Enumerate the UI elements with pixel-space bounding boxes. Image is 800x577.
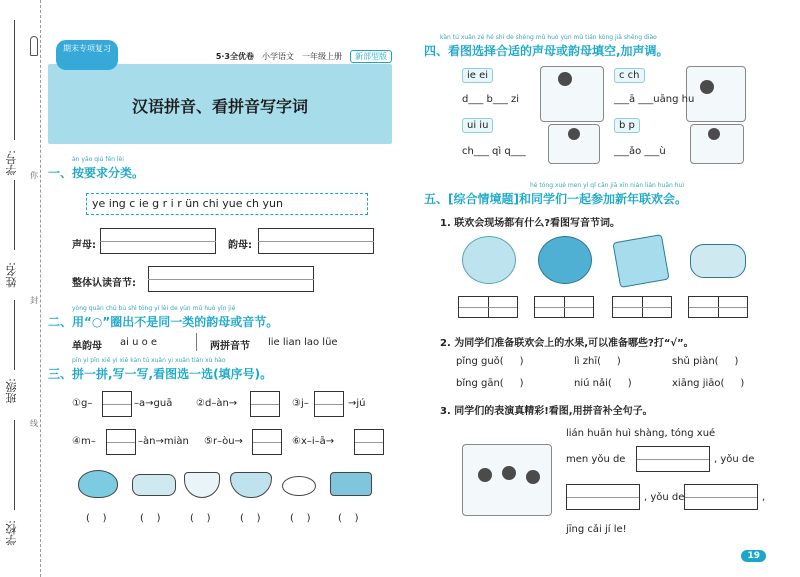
q4-girl-window-picture: [686, 66, 746, 122]
q2-row2-label: 两拼音节: [210, 341, 250, 352]
seal-char-xian: 线: [30, 419, 38, 428]
q5-write-grid-2[interactable]: [534, 296, 594, 318]
melon-picture: [78, 470, 118, 498]
performer-head-2: [502, 466, 516, 480]
subject-label: 小学语文: [262, 51, 294, 61]
q5-pinyin: hé tóng xué men yì qǐ cān jiā xīn nián lián huān huì: [530, 182, 685, 189]
q5-s5: ,: [762, 492, 766, 503]
q5-s2: men yǒu de: [566, 454, 626, 465]
meat-plate-picture: [330, 472, 372, 496]
paper-cut-picture: [538, 236, 592, 284]
q3-bracket-1: ( ): [86, 513, 107, 524]
q3-item6-prefix: ⑥x–i–ā→: [292, 436, 335, 447]
q5-heading: 五、[综合情境题]和同学们一起参加新年联欢会。: [424, 192, 687, 206]
q3-item3-suffix: →jú: [348, 398, 366, 409]
flower-bouquet-picture: [462, 236, 516, 284]
performer-head-3: [526, 470, 540, 484]
egg-plate-picture: [282, 476, 316, 496]
q4-pair1: ie ei: [462, 68, 493, 83]
page-title: 汉语拼音、看拼音写字词: [131, 97, 308, 116]
q4-kid-sink-picture: [540, 66, 604, 122]
seal-char-feng: 封: [30, 296, 38, 305]
q5-sentence-box-3[interactable]: [684, 484, 758, 510]
q2-row2-items: lie lian lao lüe: [268, 337, 338, 348]
grade-label: 一年级上册: [302, 51, 342, 61]
q3-item3-box[interactable]: [314, 391, 344, 417]
q4-line1a: d___ b___ zi: [462, 94, 520, 105]
q4-line2a: ch___ qì q___: [462, 146, 526, 157]
q4-girl-head-2: [568, 128, 580, 140]
zhengti-midline: [148, 279, 314, 280]
performer-head-1: [478, 468, 492, 482]
q5-sentence-box-1[interactable]: [636, 446, 710, 472]
edition-badge: 新部型版: [350, 50, 392, 63]
q3-bracket-2: ( ): [140, 513, 161, 524]
yunmu-midline: [258, 241, 374, 242]
q5-s1: lián huān huì shàng, tóng xué: [566, 428, 716, 439]
noodle-bowl-picture: [184, 472, 220, 498]
fruit-lychee: lì zhī( ): [574, 356, 621, 367]
q3-item2-box[interactable]: [250, 391, 280, 417]
q3-item5-box[interactable]: [252, 429, 282, 455]
name-label: 姓名:: [5, 262, 18, 288]
q2-divider: [196, 333, 197, 351]
q2-heading: 二、用“○”圈出不是同一类的韵母或音节。: [48, 315, 279, 329]
q5-write-grid-4[interactable]: [688, 296, 748, 318]
q3-item5-prefix: ⑤r–òu→: [204, 436, 243, 447]
q5-sentence-box-2[interactable]: [566, 484, 640, 510]
candy-picture: [690, 244, 746, 278]
zhengti-label: 整体认读音节:: [72, 278, 136, 289]
q3-bracket-6: ( ): [338, 513, 359, 524]
series-label: 5·3全优卷: [215, 51, 254, 61]
shengmu-midline: [100, 241, 216, 242]
q4-kid-head-1: [558, 72, 572, 86]
q5-s6: jīng cǎi jí le!: [566, 524, 627, 535]
q5-s4: , yǒu de: [644, 492, 685, 503]
red-envelope-picture: [612, 234, 669, 288]
q4-pair3: ui iu: [462, 118, 493, 133]
q1-heading: 一、按要求分类。: [48, 166, 145, 180]
title-banner: [48, 64, 392, 144]
q3-item6-box[interactable]: [354, 429, 384, 455]
q3-bracket-4: ( ): [240, 513, 261, 524]
q3-item3-prefix: ③j–: [292, 398, 309, 409]
student-number-label: 学号:: [5, 150, 18, 176]
q5-sub2: 2. 为同学们准备联欢会上的水果,可以准备哪些?打“√”。: [440, 338, 694, 349]
fruit-apple: pǐng guǒ( ): [456, 356, 524, 367]
school-line: [14, 420, 15, 510]
q4-heading: 四、看图选择合适的声母或韵母填空,加声调。: [424, 44, 669, 58]
orange-bowl-picture: [230, 472, 272, 498]
q3-item2-prefix: ②d–àn→: [196, 398, 238, 409]
student-number-line: [14, 20, 15, 140]
class-label: 班级:: [5, 378, 18, 404]
fruit-banana: xiāng jiāo( ): [672, 378, 745, 389]
q3-item4-box[interactable]: [106, 429, 136, 455]
q3-item4-suffix: –àn→miàn: [138, 436, 189, 447]
school-label: 学校:: [5, 520, 18, 546]
rocket-icon: [30, 36, 38, 56]
name-line: [14, 180, 15, 250]
q2-row1-label: 单韵母: [72, 341, 102, 352]
q5-s3: , yǒu de: [714, 454, 755, 465]
q4-runner-head: [708, 128, 720, 140]
q2-pinyin: yòng quān chū bù shì tóng yī lèi de yùn mǔ huò yīn jié: [72, 305, 236, 312]
q3-heading: 三、拼一拼,写一写,看图选一选(填序号)。: [48, 367, 273, 381]
q1-pinyin: àn yāo qiú fēn lèi: [72, 156, 124, 163]
fruit-chips: shǔ piàn( ): [672, 356, 739, 367]
shengmu-label: 声母:: [72, 240, 96, 251]
q4-pinyin: kàn tú xuǎn zé hé shì de shēng mǔ huò yùn mǔ tián kòng jiā shēng diào: [440, 34, 657, 41]
q3-item4-prefix: ④m–: [72, 436, 96, 447]
skewer-picture: [132, 474, 176, 496]
q4-line1b: ___ā ___uāng hu: [614, 94, 695, 105]
q4-line2b: ___ǎo ___ù: [614, 146, 666, 157]
q3-bracket-3: ( ): [190, 513, 211, 524]
q3-item1-suffix: –a→guā: [134, 398, 173, 409]
q4-girl-head-1: [700, 80, 714, 94]
seal-char-ni: 你: [30, 171, 38, 180]
binding-dashed-line: [40, 0, 41, 577]
q3-bracket-5: ( ): [290, 513, 311, 524]
q3-item1-box[interactable]: [102, 391, 132, 417]
q1-sequence: ye ing c ie g r i r ün chi yue ch yun: [92, 197, 283, 210]
q5-sub1: 1. 联欢会现场都有什么?看图写音节词。: [440, 218, 621, 229]
yunmu-label: 韵母:: [228, 240, 252, 251]
class-line: [14, 300, 15, 370]
q5-write-grid-1[interactable]: [458, 296, 518, 318]
review-tag: 期末专项复习: [56, 40, 118, 70]
q4-pair2: c ch: [614, 68, 645, 83]
q5-sub3: 3. 同学们的表演真精彩!看图,用拼音补全句子。: [440, 406, 653, 417]
q3-pinyin: pīn yi pīn xiě yi xiě kàn tú xuǎn yi xuǎn tián xù hào: [72, 357, 226, 364]
fruit-milk: niú nǎi( ): [574, 378, 632, 389]
page-number: 19: [741, 550, 766, 562]
fruit-cookie: bǐng gān( ): [456, 378, 524, 389]
q3-item1-prefix: ①g–: [72, 398, 93, 409]
q5-write-grid-3[interactable]: [612, 296, 672, 318]
q2-row1-items: ai u o e: [120, 337, 158, 348]
q4-pair4: b p: [614, 118, 640, 133]
